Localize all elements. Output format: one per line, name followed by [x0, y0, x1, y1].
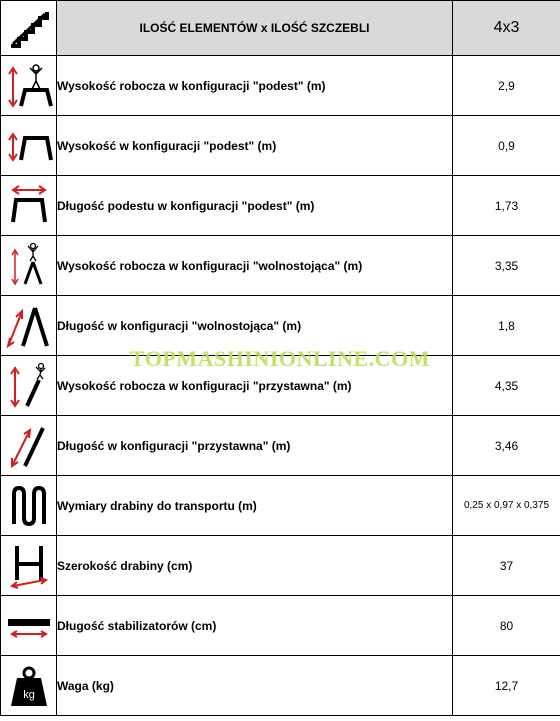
- header-value: 4x3: [453, 1, 560, 56]
- spec-row: [1, 176, 560, 236]
- row-value: 3,46: [453, 416, 560, 476]
- spec-row: [1, 356, 560, 416]
- leaning-ladder-length-icon: [5, 420, 53, 472]
- folded-ladder-transport-icon: [5, 480, 53, 532]
- row-value: 37: [453, 536, 560, 596]
- stabilizer-length-icon: [3, 600, 55, 652]
- row-label: Waga (kg): [57, 656, 453, 716]
- row-value: 80: [453, 596, 560, 656]
- spec-row: [1, 56, 560, 116]
- row-label: Długość w konfiguracji "wolnostojąca" (m): [57, 296, 453, 356]
- spec-row: [1, 476, 560, 536]
- header-label: ILOŚĆ ELEMENTÓW x ILOŚĆ SZCZEBLI: [57, 1, 453, 56]
- standing-ladder-working-height-icon: [5, 240, 53, 292]
- row-label: Długość w konfiguracji "przystawna" (m): [57, 416, 453, 476]
- platform-person-working-height-icon: [5, 60, 53, 112]
- row-value: 0,9: [453, 116, 560, 176]
- spec-row: [1, 656, 560, 716]
- spec-row: [1, 536, 560, 596]
- spec-row: [1, 236, 560, 296]
- weight-kg-icon: [5, 660, 53, 712]
- row-label: Wysokość robocza w konfiguracji "podest" (m): [57, 56, 453, 116]
- row-label: Wysokość w konfiguracji "podest" (m): [57, 116, 453, 176]
- row-label: Długość podestu w konfiguracji "podest" (m): [57, 176, 453, 236]
- row-value: 2,9: [453, 56, 560, 116]
- row-value: 0,25 x 0,97 x 0,375: [453, 476, 560, 536]
- row-value: 3,35: [453, 236, 560, 296]
- row-label: Długość stabilizatorów (cm): [57, 596, 453, 656]
- row-value: 1,8: [453, 296, 560, 356]
- leaning-ladder-working-height-icon: [5, 360, 53, 412]
- row-value: 12,7: [453, 656, 560, 716]
- row-label: Wysokość robocza w konfiguracji "wolnostojąca" (m): [57, 236, 453, 296]
- row-label: Szerokość drabiny (cm): [57, 536, 453, 596]
- row-label: Wymiary drabiny do transportu (m): [57, 476, 453, 536]
- platform-length-icon: [5, 180, 53, 232]
- spec-row: [1, 296, 560, 356]
- row-label: Wysokość robocza w konfiguracji "przystawna" (m): [57, 356, 453, 416]
- header-row: [1, 1, 560, 56]
- spec-row: [1, 416, 560, 476]
- spec-row: [1, 116, 560, 176]
- ladder-width-icon: [5, 540, 53, 592]
- standing-ladder-length-icon: [5, 300, 53, 352]
- platform-height-icon: [5, 120, 53, 172]
- row-value: 1,73: [453, 176, 560, 236]
- spec-row: [1, 596, 560, 656]
- weight-icon-text: kg: [22, 688, 35, 701]
- stairs-icon: [7, 6, 51, 50]
- row-value: 4,35: [453, 356, 560, 416]
- header-icon-cell: [1, 1, 57, 56]
- watermark: TOPMASHINIONLINE.COM: [130, 346, 430, 371]
